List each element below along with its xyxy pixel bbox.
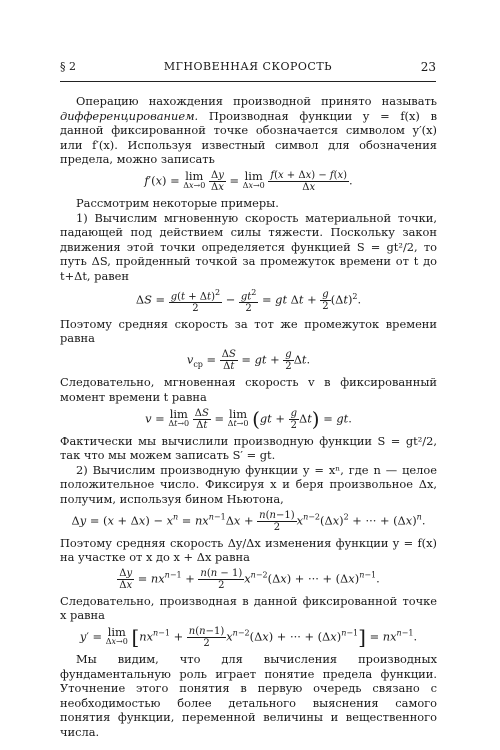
emphasized-term: дифференцированием. — [60, 108, 199, 123]
page-number: 23 — [420, 60, 436, 74]
paragraph-1: Операцию нахождения производной принято называть дифференцированием. Производная функции y = f(x) в данной фиксированной точке обозначается символом y′(x) или f′(x). Используя известный символ для обозначения предела, можно записать — [60, 94, 437, 167]
paragraph-8: Поэтому средняя скорость Δy/Δx изменения функции y = f(x) на участке от x до x + Δx равна — [60, 535, 437, 565]
paragraph-2: Рассмотрим некоторые примеры. — [76, 195, 279, 210]
equation-power-derivative: y′ = lim Δx→0 [$nx^{n-1}$ + $\frac{n(n-1)}{2}$ $x^{n-2}(\Delta x)$ + ··· + $(\Delta x)^{n-1}] = nx^{n-1}$. — [79, 625, 418, 650]
page-body — [60, 94, 437, 740]
running-title: МГНОВЕННАЯ СКОРОСТЬ — [163, 60, 333, 73]
header-rule — [60, 81, 436, 82]
paragraph-4: Поэтому средняя скорость за тот же промежуток времени равна — [60, 316, 437, 346]
paragraph-5: Следовательно, мгновенная скорость v в фиксированный момент времени t равна — [60, 375, 437, 405]
paragraph-9: Следовательно, производная в данной фиксированной точке x равна — [60, 593, 437, 623]
equation-average-velocity: $v_{ср}$ = $\frac{\Delta S}{\Delta t}$ = gt + $\frac{g}{2}$ Δt. — [186, 349, 311, 373]
equation-binomial-increment: $\Delta y = (x + \Delta x) - x^n = nx^{n-1}\Delta x$ + $\frac{n(n-1)}{2}$ $x^{n-2}(\Delta x)^2$ + ··· + $(\Delta x)^n$. — [71, 509, 426, 533]
paragraph-3: 1) Вычислим мгновенную скорость материальной точки, падающей под действием силы тяжести. Поскольку закон движения этой точки определяется функцией S = gt²/2, то путь ΔS, пройденный точкой за промежуток времени от t до t+Δt, равен — [60, 210, 437, 283]
equation-instant-velocity: v = lim Δt→0 $\frac{\Delta S}{\Delta t}$ = lim Δt→0 (gt + $\frac{g}{2}$ Δt) = gt. — [145, 406, 352, 431]
equation-derivative-definition: f′(x) = lim Δx→0 $\frac{\Delta y}{\Delta x}$ = lim Δx→0 $\frac{f(x + \Delta x) - f(x)}{\Delta x}$ . — [144, 169, 353, 193]
paragraph-7: 2) Вычислим производную функции y = xⁿ, где n — целое положительное число. Фиксируя x и беря произвольное Δx, получим, используя бином Ньютона, — [60, 462, 437, 506]
running-header — [60, 60, 436, 76]
equation-path-increment: ΔS = $\frac{g(t + \Delta t)^2}{2}$ − $\frac{gt^2}{2}$ = gt Δt + $\frac{g}{2}$ $(\Delta t)^2$. — [135, 287, 362, 314]
paragraph-6: Фактически мы вычислили производную функции S = gt²/2, так что мы можем записать S′ = gt. — [60, 433, 437, 463]
equation-difference-quotient: $\frac{\Delta y}{\Delta x}$ = $nx^{n-1}$ + $\frac{n(n - 1)}{2}$ $x^{n-2}(\Delta x)$ + ··· + $(\Delta x)^{n-1}$. — [119, 567, 380, 591]
paragraph-10: Мы видим, что для вычисления производных фундаментальную роль играет понятие предела функции. Уточнение этого понятия в первую очередь связано с необходимостью более детального выяснения самого понятия функции, переменной величины и вещественного числа. — [60, 651, 437, 739]
section-number: § 2 — [60, 60, 76, 73]
